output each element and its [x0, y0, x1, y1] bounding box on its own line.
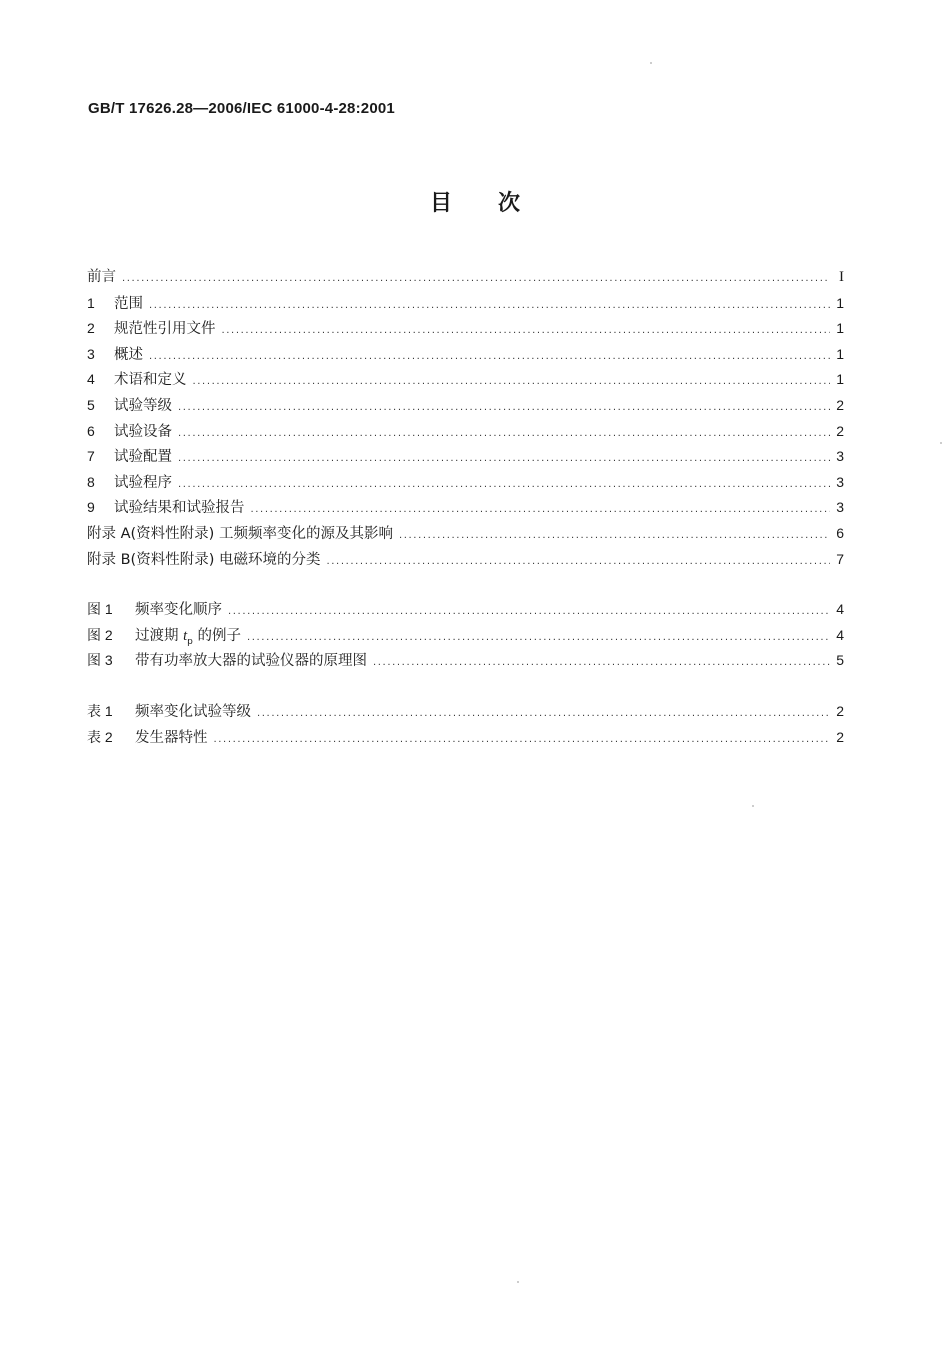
figure-label: 过渡期 $t_p$ 的例子: [135, 627, 241, 647]
toc-entry[interactable]: [87, 444, 844, 470]
leader-dots: [399, 523, 830, 549]
leader-dots: [178, 421, 830, 447]
leader-dots: [247, 625, 830, 651]
toc-entry-page: 7: [836, 550, 844, 567]
figure-entry[interactable]: [87, 648, 844, 674]
table-number: 表 1: [87, 703, 113, 719]
variable-t: t: [183, 627, 188, 644]
leader-dots: [122, 266, 830, 292]
toc-entry-number: 8: [87, 473, 95, 490]
toc-entry-number: 6: [87, 422, 95, 439]
toc-entry-number: 2: [87, 320, 95, 337]
figure-number: 图 1: [87, 601, 113, 617]
toc-entry-number: 1: [87, 294, 95, 311]
toc-entry-number: 9: [87, 499, 95, 516]
toc-entry-page: 3: [836, 448, 844, 465]
toc-entry-label: 试验配置: [114, 449, 172, 466]
table-page: 2: [836, 728, 844, 745]
scan-speck: [517, 1281, 519, 1283]
figure-page: 4: [836, 626, 844, 643]
table-number: 表 2: [87, 728, 113, 745]
figure-page: 4: [836, 601, 844, 617]
toc-entry[interactable]: [87, 419, 844, 445]
table-entry[interactable]: [87, 699, 844, 725]
figure-entry[interactable]: [87, 623, 844, 649]
leader-dots: [178, 446, 830, 472]
toc-entry[interactable]: [87, 470, 844, 496]
figure-number: 图 2: [87, 626, 113, 643]
scan-speck: [940, 442, 942, 444]
toc-entry[interactable]: [87, 342, 844, 368]
toc-entry-label: 前言: [87, 269, 116, 285]
toc-entry-page: 3: [836, 499, 844, 516]
leader-dots: [178, 472, 830, 498]
figure-entry[interactable]: [87, 597, 844, 623]
toc-entry-page: 2: [836, 422, 844, 439]
standard-code: GB/T 17626.28—2006/IEC 61000-4-28:2001: [88, 100, 395, 117]
scan-speck: [752, 805, 754, 807]
toc-entry-number: 7: [87, 448, 95, 465]
toc-entry[interactable]: [87, 316, 844, 342]
toc-entry[interactable]: [87, 393, 844, 419]
leader-dots: [214, 727, 831, 753]
leader-dots: [149, 293, 830, 319]
toc-entry-label: 试验设备: [114, 423, 172, 440]
leader-dots: [257, 701, 830, 727]
leader-dots: [228, 599, 830, 625]
figure-label: 频率变化顺序: [135, 602, 222, 618]
toc-entry-page: 1: [836, 345, 844, 362]
page-title: 目次: [429, 191, 566, 216]
toc-entry-number: 5: [87, 396, 95, 413]
leader-dots: [251, 497, 831, 523]
toc-entry-page: I: [839, 269, 844, 285]
toc-contents: [87, 265, 844, 572]
toc-entry-page: 2: [836, 396, 844, 413]
toc-entry-label: 试验结果和试验报告: [114, 500, 245, 517]
scan-speck: [650, 62, 652, 64]
table-label: 发生器特性: [135, 729, 208, 746]
toc-entry-label: 试验程序: [114, 474, 172, 491]
table-page: 2: [836, 703, 844, 719]
figure-label: 带有功率放大器的试验仪器的原理图: [135, 653, 367, 670]
leader-dots: [373, 650, 830, 676]
toc-entry-label: 附录 B(资料性附录) 电磁环境的分类: [87, 551, 321, 568]
leader-dots: [178, 395, 830, 421]
toc-entry-page: 3: [836, 473, 844, 490]
toc-entry-label: 范围: [114, 295, 143, 312]
toc-entry-number: 3: [87, 345, 95, 362]
toc-entry-page: 6: [836, 524, 844, 541]
table-label: 频率变化试验等级: [135, 704, 251, 720]
figure-number: 图 3: [87, 652, 113, 669]
leader-dots: [193, 369, 831, 395]
toc-entry-page: 1: [836, 371, 844, 388]
figure-page: 5: [836, 652, 844, 669]
toc-entry-label: 概述: [114, 346, 143, 363]
toc-entry-label: 术语和定义: [114, 372, 187, 389]
leader-dots: [149, 344, 830, 370]
toc-entry[interactable]: [87, 495, 844, 521]
toc-entry-page: 1: [836, 294, 844, 311]
table-entry[interactable]: [87, 725, 844, 751]
toc-tables: [87, 699, 844, 750]
toc-entry-page: 1: [836, 320, 844, 337]
leader-dots: [326, 549, 830, 575]
toc-entry-label: 附录 A(资料性附录) 工频频率变化的源及其影响: [87, 525, 393, 542]
toc-entry-appendix[interactable]: [87, 547, 844, 573]
toc-entry[interactable]: [87, 367, 844, 393]
toc-figures: [87, 597, 844, 674]
toc-entry-label: 规范性引用文件: [114, 321, 216, 338]
toc-entry-number: 4: [87, 371, 95, 388]
toc-entry-label: 试验等级: [114, 397, 172, 414]
toc-entry[interactable]: [87, 265, 844, 291]
variable-subscript: p: [187, 636, 193, 647]
toc-entry-appendix[interactable]: [87, 521, 844, 547]
leader-dots: [222, 318, 831, 344]
toc-entry[interactable]: [87, 291, 844, 317]
